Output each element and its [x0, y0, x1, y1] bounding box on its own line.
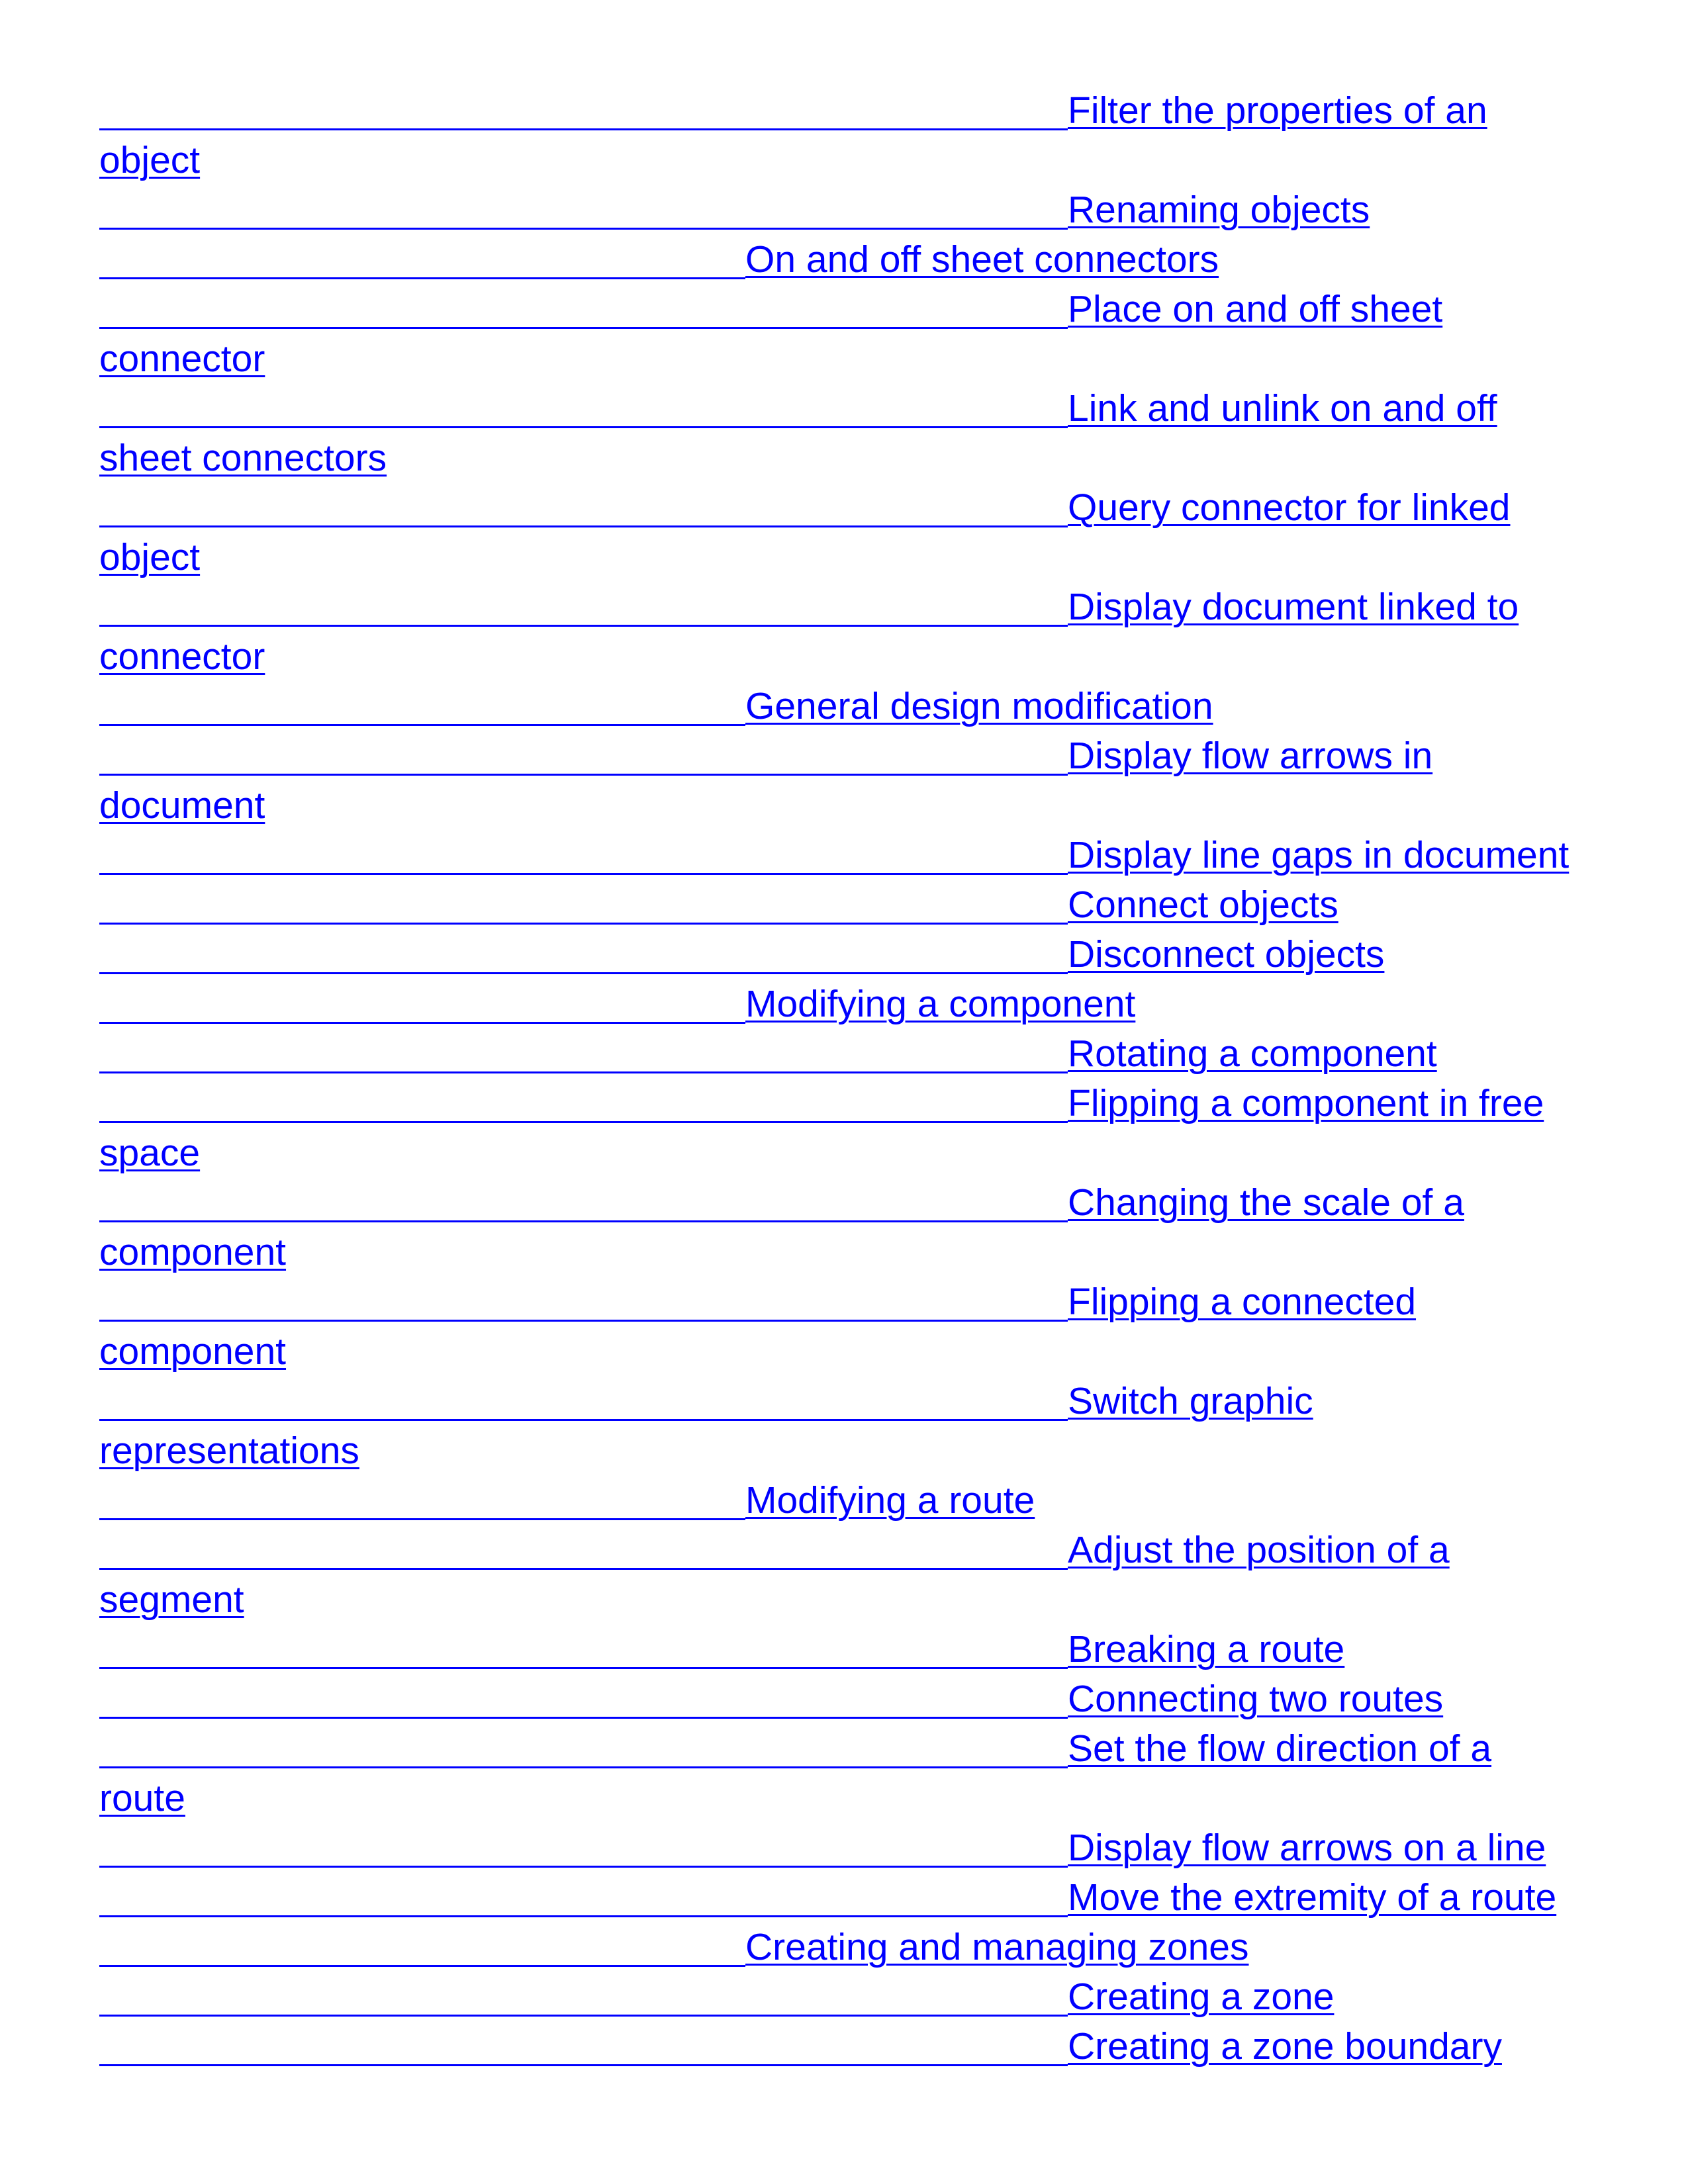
toc-entry-label: representations [99, 1430, 359, 1472]
toc-entry-continuation[interactable] [99, 1128, 1589, 1178]
toc-entry-continuation[interactable] [99, 136, 1589, 185]
toc-entry-label: Move the extremity of a route [1068, 1876, 1557, 1919]
toc-entry-link[interactable] [99, 930, 1589, 979]
toc-entry-label: sheet connectors [99, 437, 387, 479]
toc-entry-label: Display line gaps in document [1068, 834, 1570, 876]
toc-entry-link[interactable] [99, 979, 1589, 1029]
toc-entry-continuation[interactable] [99, 433, 1589, 483]
toc-entry-link[interactable] [99, 384, 1589, 433]
toc-leader-line [99, 426, 1068, 428]
toc-entry-label: Changing the scale of a [1068, 1181, 1464, 1224]
toc-entry-continuation[interactable] [99, 781, 1589, 831]
toc-leader-line [99, 873, 1068, 875]
toc-entry-continuation[interactable] [99, 1228, 1589, 1277]
toc-leader-line [99, 774, 1068, 776]
toc-entry-label: Query connector for linked [1068, 486, 1511, 529]
toc-entry-link[interactable] [99, 1277, 1589, 1327]
toc-entry-label: Modifying a component [745, 983, 1136, 1025]
toc-entry-label: Creating a zone [1068, 1976, 1335, 2018]
toc-entry-label: Flipping a component in free [1068, 1082, 1544, 1124]
toc-entry-link[interactable] [99, 682, 1589, 731]
toc-entry-label: Breaking a route [1068, 1628, 1345, 1670]
toc-entry-link[interactable] [99, 1625, 1589, 1674]
toc-leader-line [99, 1320, 1068, 1322]
toc-entry-link[interactable] [99, 1674, 1589, 1724]
toc-entry-label: Renaming objects [1068, 189, 1370, 231]
toc-leader-line [99, 1667, 1068, 1669]
toc-leader-line [99, 1071, 1068, 1073]
toc-entry-link[interactable] [99, 185, 1589, 235]
toc-leader-line [99, 525, 1068, 527]
toc-leader-line [99, 277, 745, 279]
toc-leader-line [99, 724, 745, 726]
toc-leader-line [99, 1419, 1068, 1421]
toc-entry-label: Creating a zone boundary [1068, 2025, 1502, 2068]
toc-entry-link[interactable] [99, 2022, 1589, 2071]
toc-entry-label: object [99, 139, 201, 181]
toc-entry-link[interactable] [99, 582, 1589, 632]
toc-entry-label: Connect objects [1068, 884, 1338, 926]
toc-entry-link[interactable] [99, 1873, 1589, 1923]
toc-entry-label: Disconnect objects [1068, 933, 1385, 976]
toc-leader-line [99, 228, 1068, 230]
toc-entry-link[interactable] [99, 1029, 1589, 1079]
toc-entry-link[interactable] [99, 1724, 1589, 1774]
toc-entry-link[interactable] [99, 285, 1589, 334]
toc-leader-line [99, 1022, 745, 1024]
toc-entry-link[interactable] [99, 1923, 1589, 1972]
toc-entry-continuation[interactable] [99, 533, 1589, 582]
toc-entry-label: component [99, 1231, 287, 1273]
toc-entry-link[interactable] [99, 86, 1589, 136]
toc-entry-label: document [99, 784, 265, 827]
toc-entry-continuation[interactable] [99, 632, 1589, 682]
toc-leader-line [99, 972, 1068, 974]
toc-entry-label: route [99, 1777, 185, 1819]
toc-leader-line [99, 1220, 1068, 1222]
toc-leader-line [99, 1568, 1068, 1570]
toc-leader-line [99, 1121, 1068, 1123]
toc-entry-label: connector [99, 635, 265, 678]
toc-entry-continuation[interactable] [99, 1426, 1589, 1476]
toc-entry-continuation[interactable] [99, 1575, 1589, 1625]
toc-entry-link[interactable] [99, 235, 1589, 285]
toc-entry-label: connector [99, 338, 265, 380]
toc-entry-continuation[interactable] [99, 1327, 1589, 1377]
toc-leader-line [99, 1915, 1068, 1917]
toc-entry-label: On and off sheet connectors [745, 238, 1219, 281]
toc-entry-label: segment [99, 1578, 244, 1621]
toc-entry-link[interactable] [99, 483, 1589, 533]
toc-entry-label: Filter the properties of an [1068, 89, 1487, 132]
toc-entry-label: Display flow arrows in [1068, 735, 1433, 777]
toc-entry-continuation[interactable] [99, 334, 1589, 384]
toc-entry-label: Link and unlink on and off [1068, 387, 1497, 430]
toc-entry-link[interactable] [99, 1079, 1589, 1128]
toc-entry-continuation[interactable] [99, 1774, 1589, 1823]
toc-entry-link[interactable] [99, 880, 1589, 930]
toc-entry-label: Rotating a component [1068, 1032, 1437, 1075]
toc-entry-link[interactable] [99, 1525, 1589, 1575]
toc-leader-line [99, 625, 1068, 627]
toc-entry-link[interactable] [99, 831, 1589, 880]
toc-leader-line [99, 923, 1068, 925]
toc-entry-label: component [99, 1330, 287, 1373]
toc-leader-line [99, 1866, 1068, 1868]
toc-entry-label: Creating and managing zones [745, 1926, 1249, 1968]
toc-leader-line [99, 1518, 745, 1520]
toc-leader-line [99, 327, 1068, 329]
toc-leader-line [99, 128, 1068, 130]
toc-leader-line [99, 1965, 745, 1967]
toc-entry-label: Display flow arrows on a line [1068, 1827, 1546, 1869]
toc-entry-label: object [99, 536, 201, 578]
toc-leader-line [99, 1766, 1068, 1768]
toc-entry-label: Place on and off sheet [1068, 288, 1443, 330]
table-of-contents [99, 86, 1589, 2071]
toc-entry-link[interactable] [99, 1823, 1589, 1873]
toc-entry-link[interactable] [99, 1377, 1589, 1426]
toc-entry-label: Modifying a route [745, 1479, 1035, 1522]
toc-entry-label: space [99, 1132, 201, 1174]
toc-leader-line [99, 1717, 1068, 1719]
toc-entry-label: Display document linked to [1068, 586, 1519, 628]
toc-entry-label: Connecting two routes [1068, 1678, 1444, 1720]
toc-entry-link[interactable] [99, 1476, 1589, 1525]
toc-entry-label: Set the flow direction of a [1068, 1727, 1492, 1770]
toc-leader-line [99, 2064, 1068, 2066]
toc-entry-link[interactable] [99, 1178, 1589, 1228]
toc-entry-label: Adjust the position of a [1068, 1529, 1450, 1571]
toc-entry-label: Flipping a connected [1068, 1281, 1417, 1323]
toc-entry-link[interactable] [99, 1972, 1589, 2022]
toc-leader-line [99, 2015, 1068, 2017]
toc-entry-link[interactable] [99, 731, 1589, 781]
toc-entry-label: General design modification [745, 685, 1213, 727]
toc-entry-label: Switch graphic [1068, 1380, 1313, 1422]
